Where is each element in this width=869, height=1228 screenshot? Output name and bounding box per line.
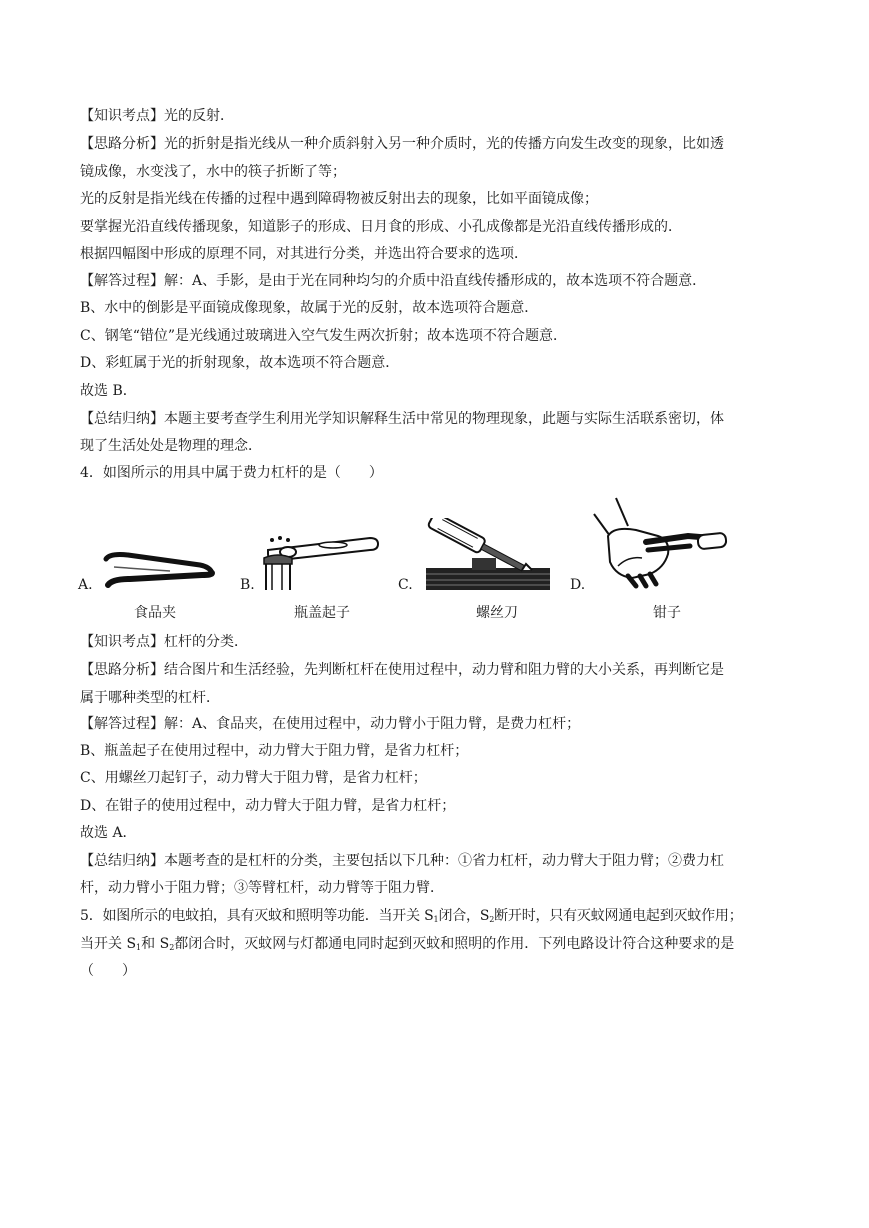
screwdriver-icon bbox=[422, 518, 552, 592]
q5-text: 和 S bbox=[141, 936, 170, 952]
option-c-letter: C. bbox=[398, 577, 413, 593]
q3-solution-line-4: D、彩虹属于光的折射现象，故本选项不符合题意． bbox=[80, 355, 400, 371]
q4-question-stem: 4．如图所示的用具中属于费力杠杆的是（ ） bbox=[80, 465, 383, 481]
q4-solution-line-2: B、瓶盖起子在使用过程中，动力臂大于阻力臂，是省力杠杆； bbox=[80, 743, 469, 759]
option-d-caption: 钳子 bbox=[653, 605, 681, 621]
q5-text: 当开关 S bbox=[80, 936, 137, 952]
q3-knowledge-point: 【知识考点】光的反射． bbox=[80, 108, 234, 124]
subscript-2: 2 bbox=[169, 943, 175, 952]
option-b-caption: 瓶盖起子 bbox=[294, 605, 350, 621]
q5-text: 5．如图所示的电蚊拍，具有灭蚊和照明等功能．当开关 S bbox=[80, 908, 434, 924]
q4-solution-line-3: C、用螺丝刀起钉子，动力臂大于阻力臂，是省力杠杆； bbox=[80, 770, 427, 786]
q5-text: 都闭合时，灭蚊网与灯都通电同时起到灭蚊和照明的作用．下列电路设计符合这种要求的是 bbox=[174, 936, 735, 952]
bottle-opener-icon bbox=[258, 528, 383, 592]
q5-answer-blank: （ ） bbox=[80, 963, 136, 979]
q4-summary-line-2: 杆，动力臂小于阻力臂；③等臂杠杆，动力臂等于阻力臂． bbox=[80, 880, 444, 896]
q3-analysis-line-2: 镜成像，水变浅了，水中的筷子折断了等； bbox=[80, 164, 346, 180]
subscript-1: 1 bbox=[136, 943, 142, 952]
q3-solution-line-3: C、钢笔“错位”是光线通过玻璃进入空气发生两次折射；故本选项不符合题意． bbox=[80, 328, 568, 344]
subscript-2: 2 bbox=[489, 915, 495, 924]
option-a-letter: A. bbox=[78, 577, 93, 593]
q4-knowledge-point: 【知识考点】杠杆的分类． bbox=[80, 634, 248, 650]
q4-solution-line-1: 【解答过程】解：A、食品夹，在使用过程中，动力臂小于阻力臂，是费力杠杆； bbox=[80, 716, 581, 732]
q3-solution-line-2: B、水中的倒影是平面镜成像现象，故属于光的反射，故本选项符合题意． bbox=[80, 300, 539, 316]
q4-analysis-line-2: 属于哪种类型的杠杆． bbox=[80, 690, 220, 706]
q4-summary-line-1: 【总结归纳】本题考查的是杠杆的分类，主要包括以下几种：①省力杠杆，动力臂大于阻力臂；②费力杠 bbox=[80, 853, 724, 869]
subscript-1: 1 bbox=[433, 915, 439, 924]
food-tongs-icon bbox=[100, 545, 220, 595]
q3-answer: 故选 B． bbox=[80, 383, 137, 399]
q4-analysis-line-1: 【思路分析】结合图片和生活经验，先判断杠杆在使用过程中，动力臂和阻力臂的大小关系，再判断它是 bbox=[80, 662, 724, 678]
q3-summary-line-2: 现了生活处处是物理的理念． bbox=[80, 438, 262, 454]
option-c-caption: 螺丝刀 bbox=[476, 605, 518, 621]
q4-answer: 故选 A． bbox=[80, 825, 137, 841]
q5-question-line-2 bbox=[80, 934, 792, 958]
q3-summary-line-1: 【总结归纳】本题主要考查学生利用光学知识解释生活中常见的物理现象，此题与实际生活联系密切，体 bbox=[80, 411, 724, 427]
q5-text: 闭合，S bbox=[438, 908, 490, 924]
option-b-letter: B. bbox=[240, 577, 255, 593]
q3-analysis-line-1: 【思路分析】光的折射是指光线从一种介质斜射入另一种介质时，光的传播方向发生改变的现象，比如透 bbox=[80, 136, 724, 152]
option-d-letter: D. bbox=[570, 577, 586, 593]
q5-question-line-1 bbox=[80, 906, 792, 930]
q5-text: 断开时，只有灭蚊网通电起到灭蚊作用； bbox=[494, 908, 743, 924]
pliers-icon bbox=[588, 496, 728, 592]
q3-analysis-line-4: 要掌握光沿直线传播现象，知道影子的形成、日月食的形成、小孔成像都是光沿直线传播形成的． bbox=[80, 219, 682, 235]
q4-solution-line-4: D、在钳子的使用过程中，动力臂大于阻力臂，是省力杠杆； bbox=[80, 798, 456, 814]
q3-analysis-line-3: 光的反射是指光线在传播的过程中遇到障碍物被反射出去的现象，比如平面镜成像； bbox=[80, 191, 598, 207]
q3-solution-line-1: 【解答过程】解：A、手影，是由于光在同种均匀的介质中沿直线传播形成的，故本选项不符合题意． bbox=[80, 273, 707, 289]
option-a-caption: 食品夹 bbox=[134, 605, 176, 621]
q3-analysis-line-5: 根据四幅图中形成的原理不同，对其进行分类，并选出符合要求的选项． bbox=[80, 246, 528, 262]
